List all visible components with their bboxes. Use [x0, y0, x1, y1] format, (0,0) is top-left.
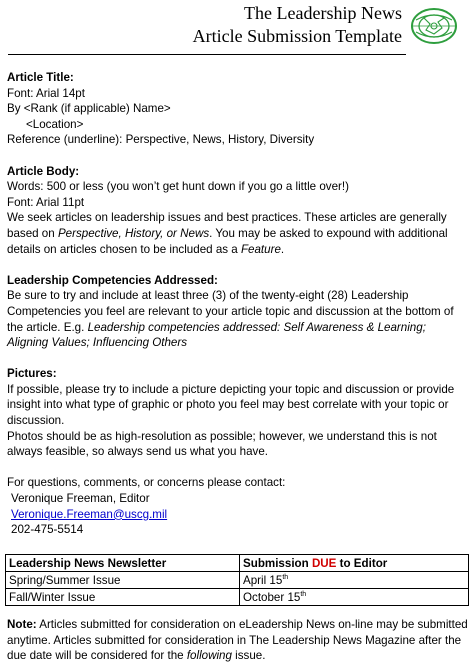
byline-spec: By <Rank (if applicable) Name>: [7, 102, 171, 116]
document-body: [7, 70, 469, 538]
competencies-heading: Leadership Competencies Addressed:: [7, 273, 218, 287]
contact-email-row: [7, 507, 469, 523]
contact-phone: 202-475-5514: [11, 523, 84, 537]
table-cell-date: April 15th: [240, 572, 469, 589]
article-body-heading: Article Body:: [7, 164, 80, 178]
pictures-heading: Pictures:: [7, 367, 57, 381]
submission-note: Note: Articles submitted for consideration on eLeadership News on-line may be submitted anytime. Articles submitted for consideration in The Leadership News Magazine after the due date will be considered for the following issue.: [7, 618, 468, 663]
table-cell-issue: Spring/Summer Issue: [6, 572, 240, 589]
contact-name: Veronique Freeman, Editor: [11, 492, 150, 506]
table-row: [6, 572, 469, 589]
table-header-due: Submission DUE to Editor: [240, 555, 469, 572]
table-header-newsletter: Leadership News Newsletter: [6, 555, 240, 572]
table-row: [6, 589, 469, 606]
contact-email-link[interactable]: Veronique.Freeman@uscg.mil: [11, 507, 168, 521]
pictures-paragraph-2: Photos should be as high-resolution as possible; however, we understand this is not always feasible, so always send us what you have.: [7, 429, 437, 459]
header-title: The Leadership News: [244, 3, 402, 23]
article-title-heading: Article Title:: [7, 71, 74, 84]
contact-intro: For questions, comments, or concerns please contact:: [7, 476, 286, 490]
document-header: [8, 0, 406, 55]
submission-schedule-table: [5, 554, 469, 606]
body-font-spec: Font: Arial 11pt: [7, 195, 85, 209]
competencies-description: Be sure to try and include at least three (3) of the twenty-eight (28) Leadership Competencies you feel are relevant to your article topic and discussion at the bottom of the article. E.g. Leadership competencies addressed: Self Awareness & Learning; Aligning Values; Influencing Others: [7, 289, 454, 350]
location-spec: <Location>: [26, 117, 84, 131]
table-header-row: [6, 555, 469, 572]
pictures-paragraph-1: If possible, please try to include a picture depicting your topic and discussion or provide insight into what type of graphic or photo you feel may best correlate with your topic or discussion.: [7, 382, 455, 428]
note-label: Note:: [7, 618, 37, 631]
body-description: We seek articles on leadership issues and best practices. These articles are generally based on Perspective, History, or News. You may be asked to expound with additional details on articles chosen to be included as a Feature.: [7, 211, 448, 256]
title-font-spec: Font: Arial 14pt: [7, 86, 85, 100]
globe-logo-icon: [410, 4, 458, 48]
table-cell-date: October 15th: [240, 589, 469, 606]
header-subtitle: Article Submission Template: [192, 26, 402, 46]
table-cell-issue: Fall/Winter Issue: [6, 589, 240, 606]
word-limit-spec: Words: 500 or less (you won’t get hunt down if you go a little over!): [7, 180, 349, 194]
reference-spec: Reference (underline): Perspective, News, History, Diversity: [7, 133, 315, 147]
